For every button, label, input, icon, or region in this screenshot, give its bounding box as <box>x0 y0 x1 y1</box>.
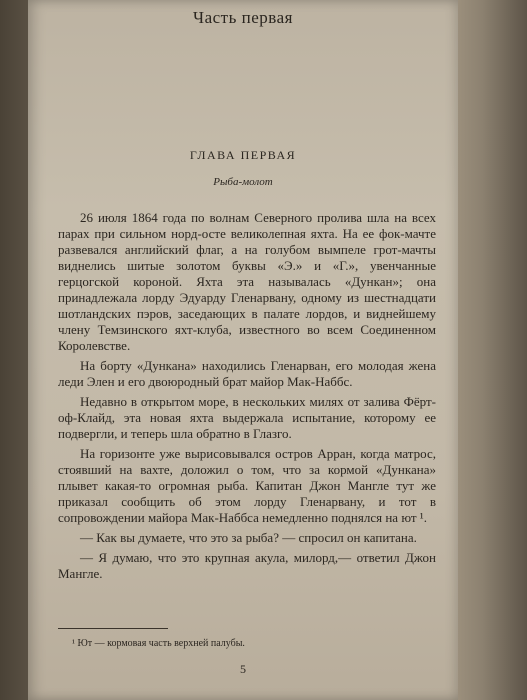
paragraph: На горизонте уже вырисовывался остров Арран, когда матрос, стоявший на вахте, доложил о том, что за кормой «Дункана» плывет какая-то огромная рыба. Капитан Джон Мангле тут же приказал сообщить об этом лорду Гленарвану, и тот в сопровождении майора Мак-Наббса немедленно поднялся на ют ¹. <box>58 446 436 525</box>
chapter-title: ГЛАВА ПЕРВАЯ <box>189 148 297 162</box>
page-stack-edge <box>458 0 527 700</box>
paragraph: 26 июля 1864 года по волнам Северного пролива шла на всех парах при сильном норд-осте великолепная яхта. На ее фок-мачте развевался английский флаг, а на голубом вымпеле грот-мачты виднелись шитые золотом буквы «Э.» и «Г.», увенчанные герцогской короной. Яхта эта называлась «Дункан»; она принадлежала лорду Эдуарду Гленарвану, одному из шестнадцати шотландских пэров, заседающих в палате лордов, и виднейшему члену Темзинского яхт-клуба, известного во всем Соединенном Королевстве. <box>58 210 436 353</box>
paragraph: Недавно в открытом море, в нескольких милях от залива Фёрт-оф-Клайд, эта новая яхта выдержала испытание, которому ее подвергли, и теперь шла обратно в Глазго. <box>58 394 436 441</box>
footnote-divider <box>58 628 168 629</box>
paragraph: — Как вы думаете, что это за рыба? — спросил он капитана. <box>80 530 417 545</box>
paragraph: — Я думаю, что это крупная акула, милорд,— ответил Джон Мангле. <box>58 550 436 581</box>
part-title: Часть первая <box>193 8 293 27</box>
book-page <box>28 0 458 700</box>
body-text <box>58 210 436 586</box>
footnote: ¹ Ют — кормовая часть верхней палубы. <box>72 638 245 649</box>
paragraph: На борту «Дункана» находились Гленарван, его молодая жена леди Элен и его двоюродный брат майор Мак-Наббс. <box>58 358 436 389</box>
chapter-subtitle: Рыба-молот <box>213 176 273 188</box>
page-number: 5 <box>240 662 246 676</box>
